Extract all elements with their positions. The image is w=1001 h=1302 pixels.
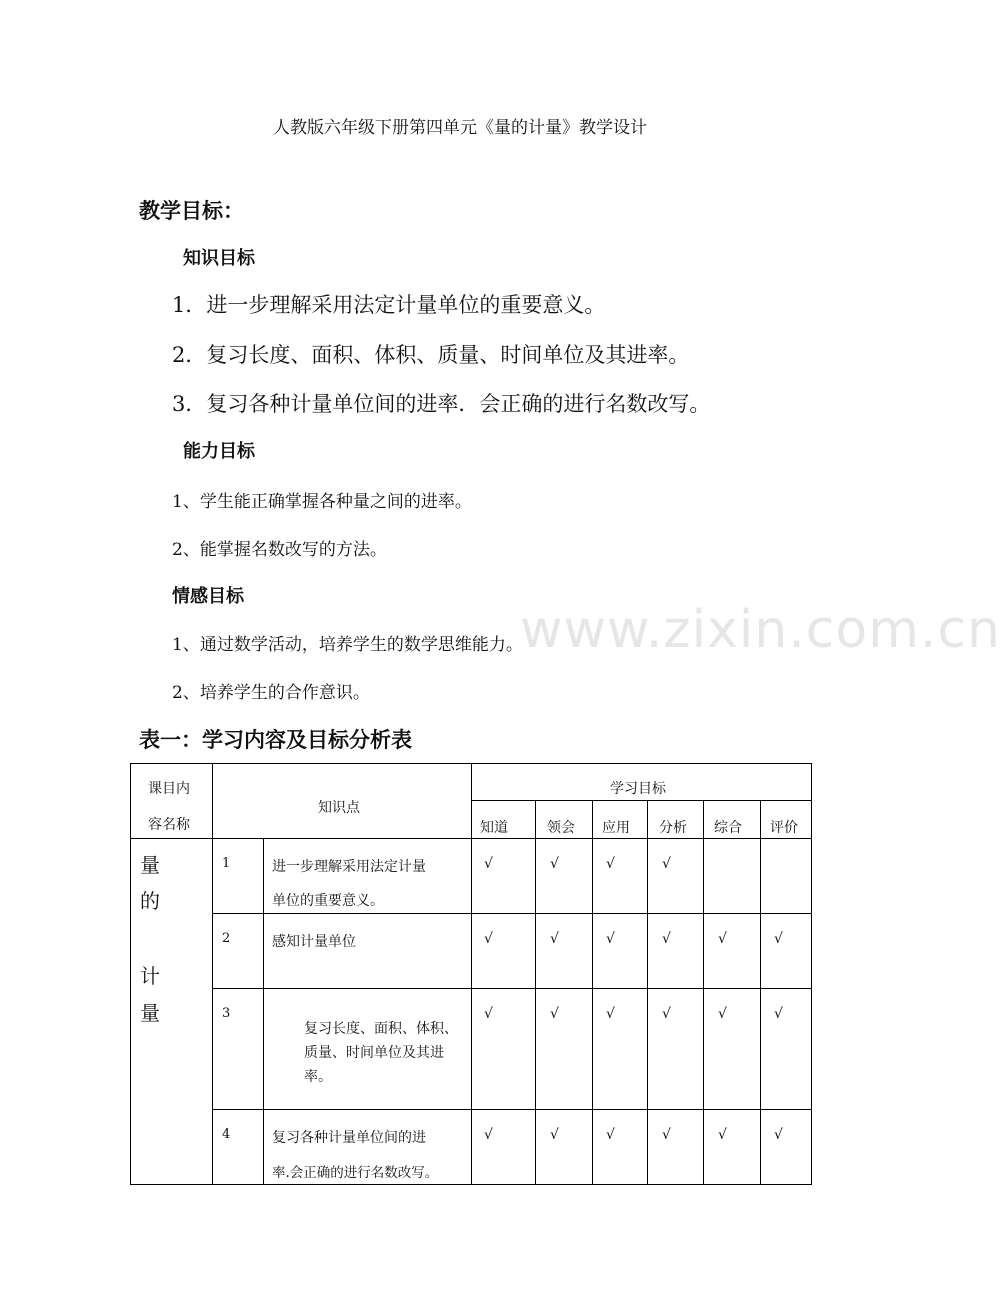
header-goal-evaluate: 评价 — [770, 820, 798, 836]
check-mark: √ — [484, 1127, 493, 1143]
emotion-goal-item: 1、通过数学活动，培养学生的数学思维能力。 — [172, 635, 523, 655]
row-line — [212, 988, 812, 989]
check-mark: √ — [774, 1006, 783, 1022]
column-line — [535, 800, 536, 1185]
check-mark: √ — [718, 1006, 727, 1022]
check-mark: √ — [718, 1127, 727, 1143]
check-mark: √ — [662, 931, 671, 947]
check-mark: √ — [606, 856, 615, 872]
check-mark: √ — [662, 856, 671, 872]
column-line — [703, 800, 704, 1185]
header-knowledge-point: 知识点 — [318, 800, 360, 816]
row-line — [212, 913, 812, 914]
header-goal-comprehend: 领会 — [547, 820, 575, 836]
course-name-char: 的 — [140, 889, 160, 913]
emotion-goals-heading: 情感目标 — [172, 586, 244, 607]
column-line — [592, 800, 593, 1185]
ability-goal-item: 2、能掌握名数改写的方法。 — [172, 540, 387, 560]
check-mark: √ — [662, 1006, 671, 1022]
knowledge-point-text: 感知计量单位 — [272, 934, 356, 950]
emotion-goal-item: 2、培养学生的合作意识。 — [172, 683, 370, 703]
knowledge-point-text: 质量、时间单位及其进 — [304, 1045, 444, 1061]
header-learning-goals: 学习目标 — [610, 781, 666, 797]
check-mark: √ — [774, 1127, 783, 1143]
watermark: www.zixin.com.cn — [520, 600, 1001, 660]
check-mark: √ — [484, 931, 493, 947]
table-border — [130, 763, 131, 1185]
check-mark: √ — [550, 1006, 559, 1022]
check-mark: √ — [662, 1127, 671, 1143]
header-goal-analyze: 分析 — [659, 820, 687, 836]
course-name-char: 量 — [140, 1001, 160, 1025]
knowledge-point-text: 复习长度、面积、体积、 — [304, 1021, 458, 1037]
row-number: 2 — [222, 931, 231, 946]
knowledge-goals-heading: 知识目标 — [183, 248, 255, 269]
column-line — [647, 800, 648, 1185]
course-name-char: 计 — [140, 964, 160, 988]
column-line — [760, 800, 761, 1185]
row-line — [212, 1109, 812, 1110]
knowledge-goal-item: 2．复习长度、面积、体积、质量、时间单位及其进率。 — [172, 343, 690, 367]
check-mark: √ — [606, 931, 615, 947]
knowledge-point-text: 复习各种计量单位间的进 — [272, 1130, 426, 1146]
analysis-table — [130, 763, 812, 1185]
check-mark: √ — [606, 1127, 615, 1143]
ability-goal-item: 1、学生能正确掌握各种量之间的进率。 — [172, 492, 472, 512]
knowledge-point-text: 单位的重要意义。 — [272, 893, 384, 909]
check-mark: √ — [718, 931, 727, 947]
knowledge-goal-item: 3．复习各种计量单位间的进率．会正确的进行名数改写。 — [172, 392, 711, 416]
check-mark: √ — [774, 931, 783, 947]
row-number: 1 — [222, 856, 231, 871]
row-line — [471, 800, 812, 801]
knowledge-point-text: 率.会正确的进行名数改写。 — [272, 1165, 439, 1181]
column-line — [471, 763, 472, 1185]
column-line — [212, 763, 213, 1185]
check-mark: √ — [550, 931, 559, 947]
header-course-name: 容名称 — [148, 817, 190, 833]
check-mark: √ — [606, 1006, 615, 1022]
course-name-char: 量 — [140, 853, 160, 877]
knowledge-point-text: 率。 — [304, 1069, 332, 1085]
table-border — [811, 763, 812, 1185]
header-course-name: 课目内 — [148, 781, 190, 797]
row-number: 4 — [222, 1127, 231, 1142]
objectives-heading: 教学目标： — [139, 199, 244, 223]
row-number: 3 — [222, 1006, 231, 1021]
table-title: 表一：学习内容及目标分析表 — [139, 728, 412, 752]
row-line — [130, 838, 812, 839]
check-mark: √ — [484, 1006, 493, 1022]
header-goal-synthesize: 综合 — [714, 820, 742, 836]
document-title: 人教版六年级下册第四单元《量的计量》教学设计 — [273, 118, 647, 138]
header-goal-apply: 应用 — [602, 820, 630, 836]
knowledge-goal-item: 1．进一步理解采用法定计量单位的重要意义。 — [172, 293, 606, 317]
check-mark: √ — [550, 856, 559, 872]
check-mark: √ — [484, 856, 493, 872]
column-line — [263, 838, 264, 1185]
check-mark: √ — [550, 1127, 559, 1143]
ability-goals-heading: 能力目标 — [183, 441, 255, 462]
knowledge-point-text: 进一步理解采用法定计量 — [272, 859, 426, 875]
header-goal-know: 知道 — [480, 820, 508, 836]
